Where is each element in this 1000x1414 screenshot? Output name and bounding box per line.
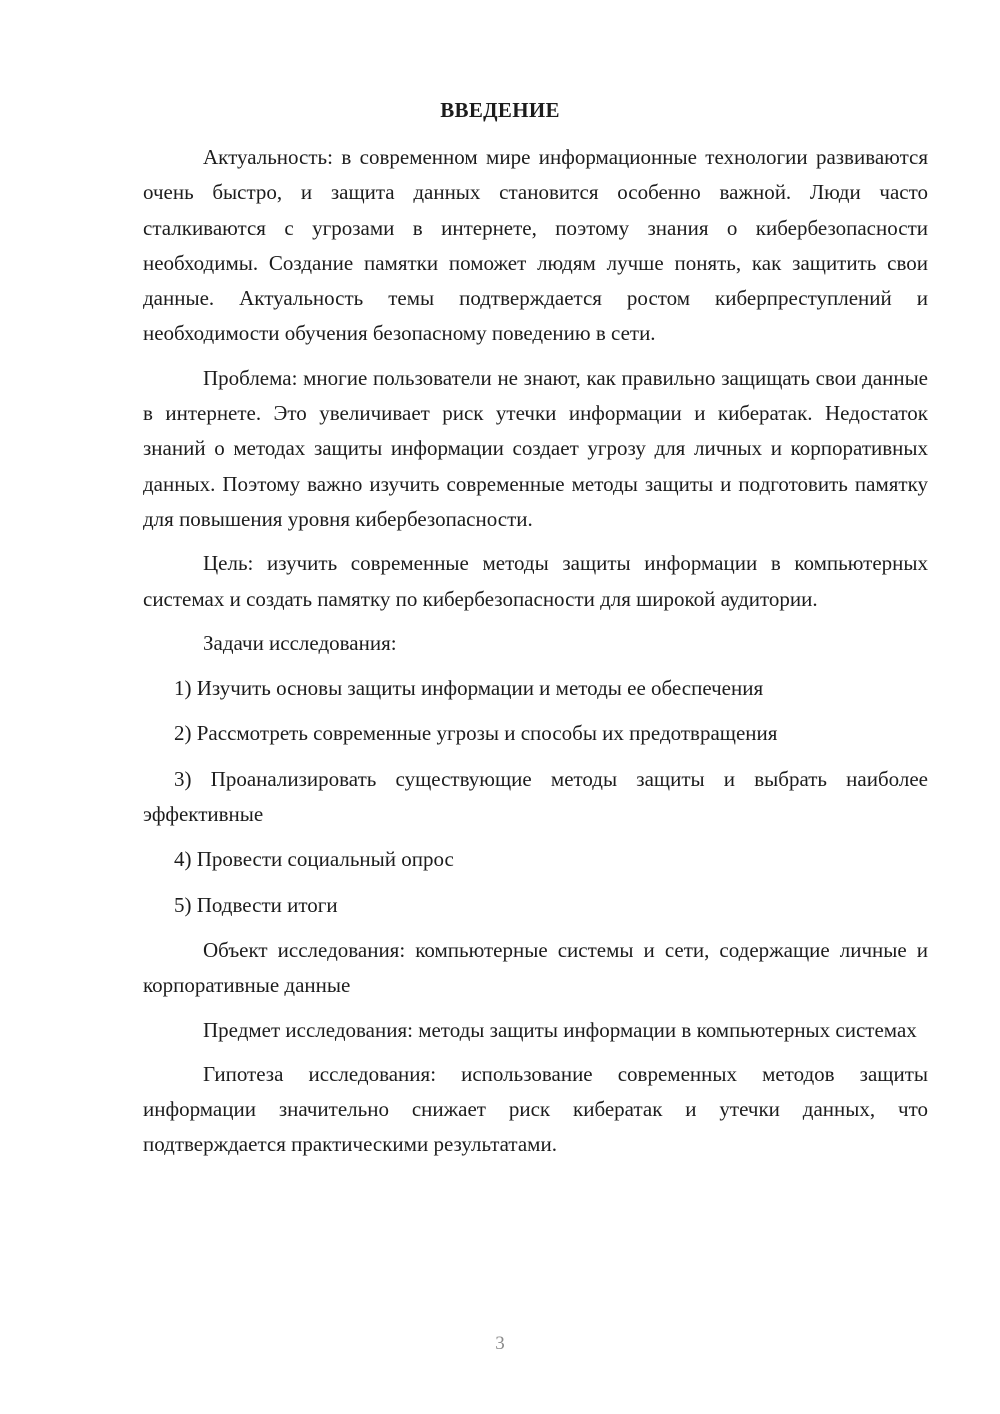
- tasks-heading: Задачи исследования:: [203, 630, 397, 655]
- task-item: 5) Подвести итоги: [174, 892, 338, 917]
- problem-paragraph: Проблема: многие пользователи не знают, как правильно защищать свои данные в интернете. Это увеличивает риск утечки информации и кибератак. Недостаток знаний о методах защиты информации создает угрозу для личных и корпоративных данных. Поэтому важно изучить современные методы защиты и подготовить памятку для повышения уровня кибербезопасности.: [143, 365, 928, 531]
- goal-paragraph: Цель: изучить современные методы защиты информации в компьютерных системах и создать памятку по кибербезопасности для широкой аудитории.: [143, 551, 928, 611]
- task-item: 3) Проанализировать существующие методы защиты и выбрать наиболее эффективные: [143, 766, 928, 827]
- subject-paragraph: Предмет исследования: методы защиты информации в компьютерных системах: [203, 1017, 917, 1042]
- task-item: 1) Изучить основы защиты информации и методы ее обеспечения: [174, 676, 764, 701]
- object-paragraph: Объект исследования: компьютерные системы и сети, содержащие личные и корпоративные данные: [143, 937, 928, 998]
- hypothesis-paragraph: Гипотеза исследования: использование современных методов защиты информации значительно снижает риск кибератак и утечки данных, что подтверждается практическими результатами.: [143, 1061, 928, 1157]
- page-body: [143, 140, 928, 1172]
- task-item: 2) Рассмотреть современные угрозы и способы их предотвращения: [174, 721, 778, 746]
- page-title: ВВЕДЕНИЕ: [440, 98, 560, 122]
- tasks-list: [143, 671, 928, 923]
- relevance-paragraph: Актуальность: в современном мире информационные технологии развиваются очень быстро, и защита данных становится особенно важной. Люди часто сталкиваются с угрозами в интернете, поэтому знания о кибербезопасности необходимы. Создание памятки поможет людям лучше понять, как защитить свои данные. Актуальность темы подтверждается ростом киберпреступлений и необходимости обучения безопасному поведению в сети.: [143, 145, 928, 346]
- task-item: 4) Провести социальный опрос: [174, 847, 454, 872]
- page-number: 3: [495, 1333, 505, 1354]
